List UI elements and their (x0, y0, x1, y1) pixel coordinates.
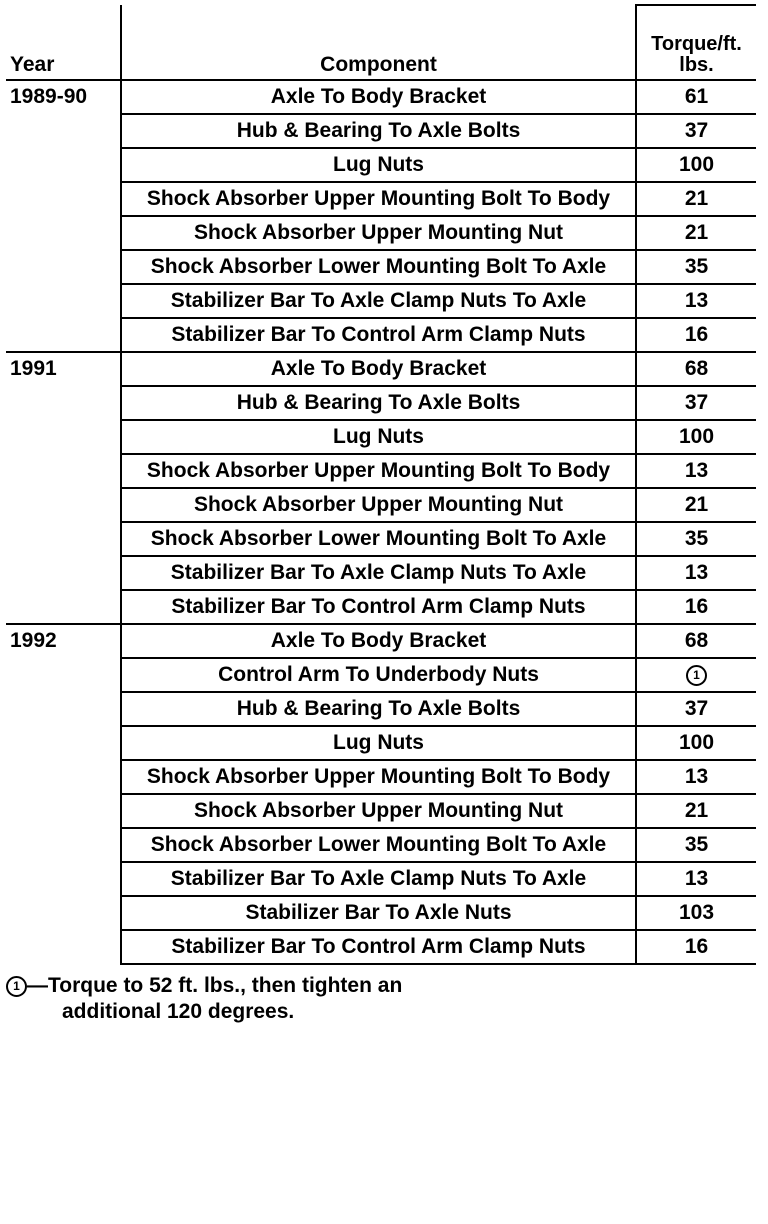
torque-cell (636, 658, 756, 692)
torque-cell: 103 (636, 896, 756, 930)
torque-cell: 100 (636, 726, 756, 760)
footnote-line-2: additional 120 degrees. (62, 1000, 295, 1023)
component-cell: Stabilizer Bar To Axle Clamp Nuts To Axle (121, 556, 636, 590)
component-cell: Lug Nuts (121, 148, 636, 182)
footnote-text-1: —Torque to 52 ft. lbs., then tighten an (27, 974, 403, 997)
torque-cell: 13 (636, 284, 756, 318)
component-cell: Shock Absorber Upper Mounting Nut (121, 794, 636, 828)
component-cell: Stabilizer Bar To Axle Clamp Nuts To Axle (121, 284, 636, 318)
torque-cell: 35 (636, 522, 756, 556)
torque-spec-table (6, 4, 756, 965)
torque-cell: 37 (636, 386, 756, 420)
footnote-line-1 (6, 973, 756, 999)
table-body (6, 80, 756, 964)
footnote-marker-icon: 1 (6, 976, 27, 997)
torque-cell: 13 (636, 556, 756, 590)
torque-cell: 100 (636, 148, 756, 182)
torque-cell: 37 (636, 114, 756, 148)
torque-cell: 61 (636, 80, 756, 114)
component-cell: Hub & Bearing To Axle Bolts (121, 692, 636, 726)
year-cell: 1992 (6, 624, 121, 964)
component-cell: Stabilizer Bar To Axle Clamp Nuts To Axle (121, 862, 636, 896)
component-cell: Shock Absorber Lower Mounting Bolt To Axle (121, 828, 636, 862)
torque-cell: 35 (636, 828, 756, 862)
component-cell: Lug Nuts (121, 726, 636, 760)
footnote-ref-icon: 1 (686, 665, 707, 686)
torque-cell: 68 (636, 624, 756, 658)
torque-cell: 16 (636, 318, 756, 352)
torque-cell: 21 (636, 216, 756, 250)
torque-cell: 13 (636, 454, 756, 488)
table-row (6, 80, 756, 114)
year-cell: 1989-90 (6, 80, 121, 352)
year-cell: 1991 (6, 352, 121, 624)
table-header-row (6, 5, 756, 80)
table-row (6, 352, 756, 386)
torque-cell: 21 (636, 794, 756, 828)
component-cell: Axle To Body Bracket (121, 80, 636, 114)
component-cell: Hub & Bearing To Axle Bolts (121, 114, 636, 148)
component-cell: Shock Absorber Lower Mounting Bolt To Axle (121, 522, 636, 556)
torque-cell: 21 (636, 488, 756, 522)
torque-cell: 21 (636, 182, 756, 216)
component-column-header: Component (121, 5, 636, 80)
torque-cell: 100 (636, 420, 756, 454)
torque-cell: 16 (636, 590, 756, 624)
component-cell: Stabilizer Bar To Control Arm Clamp Nuts (121, 930, 636, 964)
torque-cell: 68 (636, 352, 756, 386)
torque-cell: 13 (636, 862, 756, 896)
torque-cell: 37 (636, 692, 756, 726)
component-cell: Stabilizer Bar To Axle Nuts (121, 896, 636, 930)
torque-cell: 16 (636, 930, 756, 964)
torque-column-header: Torque/ft. lbs. (636, 5, 756, 80)
component-cell: Shock Absorber Lower Mounting Bolt To Axle (121, 250, 636, 284)
component-cell: Hub & Bearing To Axle Bolts (121, 386, 636, 420)
component-cell: Stabilizer Bar To Control Arm Clamp Nuts (121, 590, 636, 624)
torque-cell: 35 (636, 250, 756, 284)
component-cell: Shock Absorber Upper Mounting Nut (121, 216, 636, 250)
component-cell: Stabilizer Bar To Control Arm Clamp Nuts (121, 318, 636, 352)
component-cell: Shock Absorber Upper Mounting Nut (121, 488, 636, 522)
component-cell: Axle To Body Bracket (121, 624, 636, 658)
year-column-header: Year (6, 5, 121, 80)
torque-spec-document (6, 4, 756, 1025)
torque-cell: 13 (636, 760, 756, 794)
component-cell: Shock Absorber Upper Mounting Bolt To Body (121, 454, 636, 488)
component-cell: Axle To Body Bracket (121, 352, 636, 386)
component-cell: Shock Absorber Upper Mounting Bolt To Body (121, 760, 636, 794)
component-cell: Control Arm To Underbody Nuts (121, 658, 636, 692)
table-row (6, 624, 756, 658)
component-cell: Lug Nuts (121, 420, 636, 454)
footnote (6, 973, 756, 1025)
component-cell: Shock Absorber Upper Mounting Bolt To Body (121, 182, 636, 216)
